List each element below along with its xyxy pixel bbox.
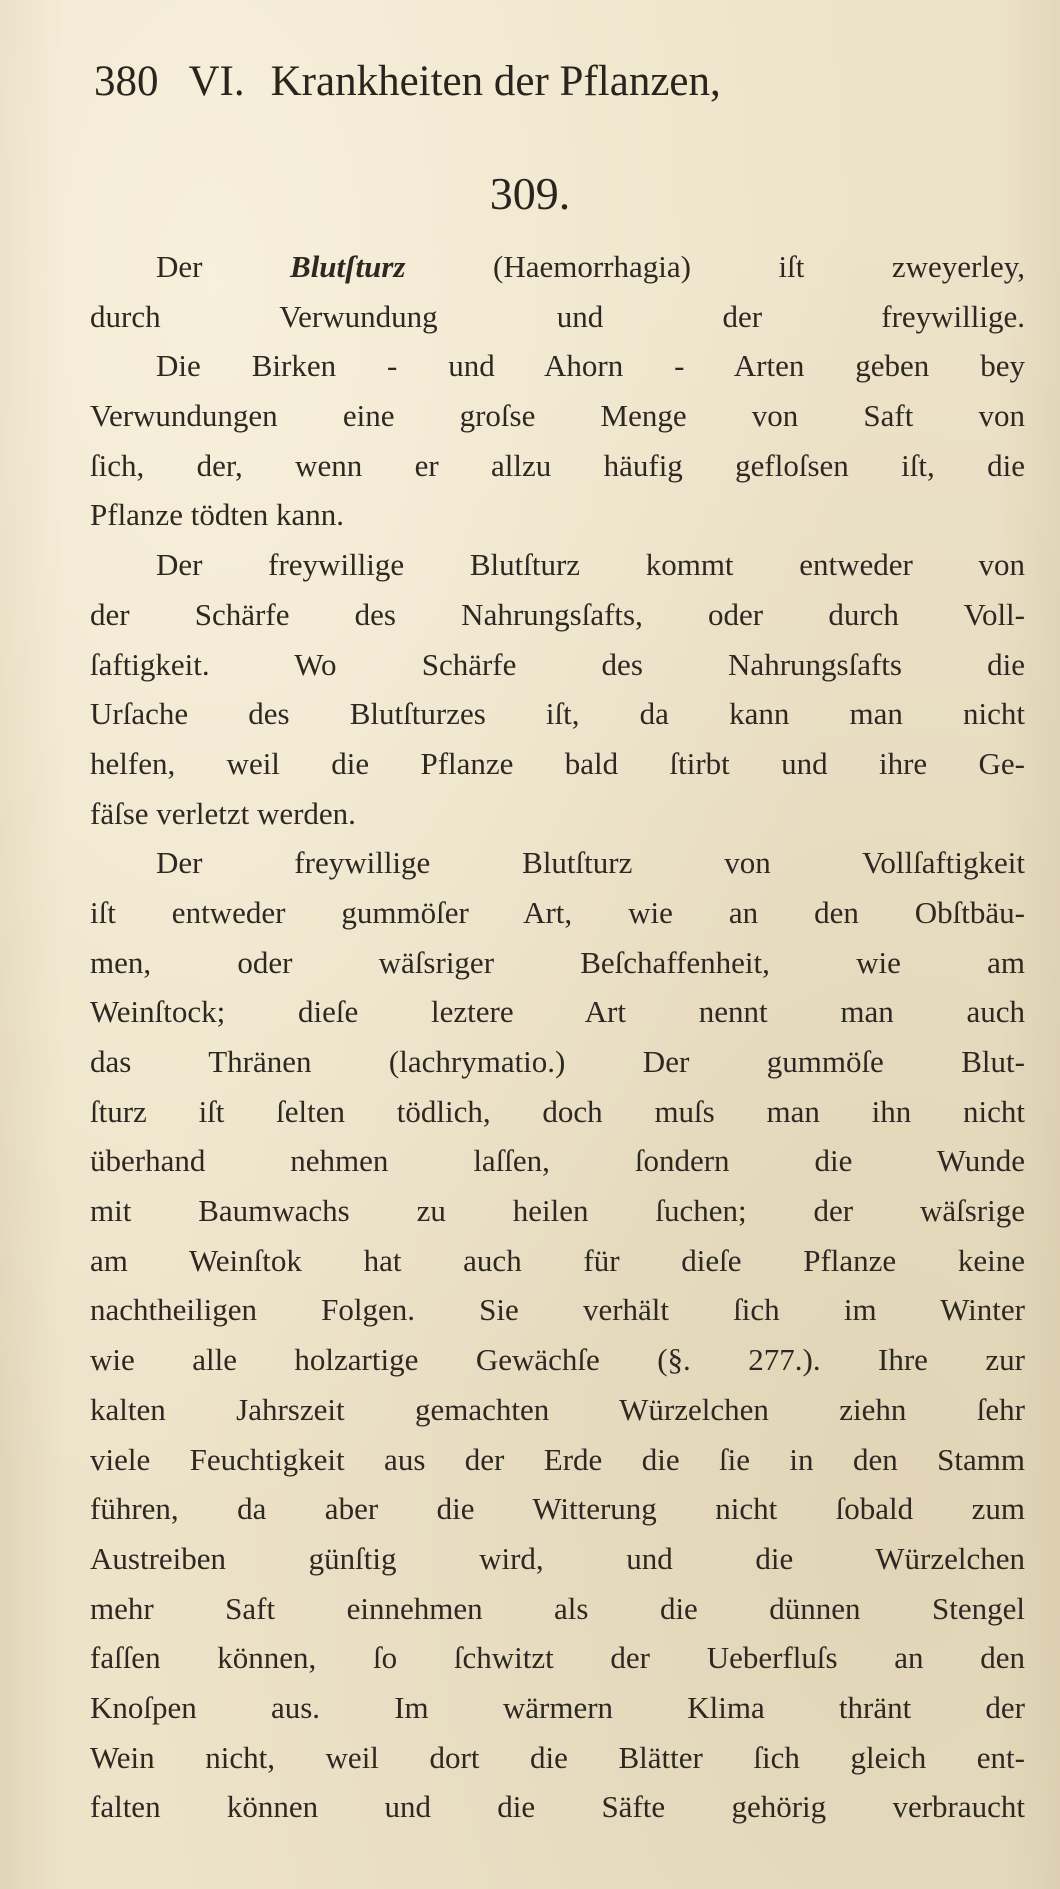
- text-line: Knoſpen aus. Im wärmern Klima thränt der: [90, 1689, 1025, 1725]
- body-text: [90, 242, 1025, 1832]
- text-line: fäſse verletzt werden.: [90, 795, 356, 831]
- text-line: am Weinſtok hat auch für dieſe Pflanze keine: [90, 1242, 1025, 1278]
- text-line: viele Feuchtigkeit aus der Erde die ſie in den Stamm: [90, 1441, 1025, 1477]
- text-line: ſaftigkeit. Wo Schärfe des Nahrungsſafts die: [90, 646, 1025, 682]
- text-line: Die Birken - und Ahorn - Arten geben bey: [156, 348, 1025, 384]
- emphasized-term: Blutſturz: [290, 249, 406, 284]
- text-line: Urſache des Blutſturzes iſt, da kann man nicht: [90, 696, 1025, 732]
- running-head: [94, 52, 994, 112]
- text-line: Wein nicht, weil dort die Blätter ſich gleich ent-: [90, 1739, 1025, 1775]
- text-line: helfen, weil die Pflanze bald ſtirbt und ihre Ge-: [90, 745, 1025, 781]
- text-line: Verwundungen eine groſse Menge von Saft von: [90, 398, 1025, 434]
- text-line: iſt entweder gummöſer Art, wie an den Obſtbäu-: [90, 894, 1025, 930]
- text-line: durch Verwundung und der freywillige.: [90, 298, 1025, 334]
- text-line: nachtheiligen Folgen. Sie verhält ſich im Winter: [90, 1292, 1025, 1328]
- text-line: [90, 242, 1025, 292]
- text-line: mit Baumwachs zu heilen ſuchen; der wäſsrige: [90, 1193, 1025, 1229]
- chapter-number: VI.: [188, 58, 245, 105]
- text-line: ſich, der, wenn er allzu häufig gefloſsen iſt, die: [90, 447, 1025, 483]
- text-line: faſſen können, ſo ſchwitzt der Ueberfluſs an den: [90, 1640, 1025, 1676]
- text-line: überhand nehmen laſſen, ſondern die Wunde: [90, 1143, 1025, 1179]
- text-segment: Der: [156, 249, 291, 284]
- text-line: Weinſtock; dieſe leztere Art nennt man auch: [90, 994, 1025, 1030]
- text-line: wie alle holzartige Gewächſe (§. 277.). Ihre zur: [90, 1342, 1025, 1378]
- text-line: Der freywillige Blutſturz von Vollſaftigkeit: [156, 845, 1025, 881]
- text-line: ſturz iſt ſelten tödlich, doch muſs man ihn nicht: [90, 1093, 1025, 1129]
- text-line: Der freywillige Blutſturz kommt entweder von: [156, 547, 1025, 583]
- section-number: 309.: [489, 168, 571, 219]
- text-line: Pflanze tödten kann.: [90, 497, 344, 533]
- text-line: men, oder wäſsriger Beſchaffenheit, wie am: [90, 944, 1025, 980]
- text-line: das Thränen (lachrymatio.) Der gummöſe Blut-: [90, 1044, 1025, 1079]
- chapter-title: Krankheiten der Pflanzen,: [270, 58, 721, 105]
- text-segment: (Haemorrhagia) iſt zweyerley,: [405, 249, 1025, 284]
- text-line: mehr Saft einnehmen als die dünnen Stengel: [90, 1590, 1025, 1626]
- page-number: 380: [94, 58, 159, 105]
- text-line: falten können und die Säfte gehörig verbraucht: [90, 1789, 1025, 1825]
- text-line: kalten Jahrszeit gemachten Würzelchen ziehn ſehr: [90, 1391, 1025, 1427]
- text-line: führen, da aber die Witterung nicht ſobald zum: [90, 1491, 1025, 1527]
- text-line: Austreiben günſtig wird, und die Würzelchen: [90, 1540, 1025, 1576]
- text-line: der Schärfe des Nahrungsſafts, oder durch Voll-: [90, 596, 1025, 632]
